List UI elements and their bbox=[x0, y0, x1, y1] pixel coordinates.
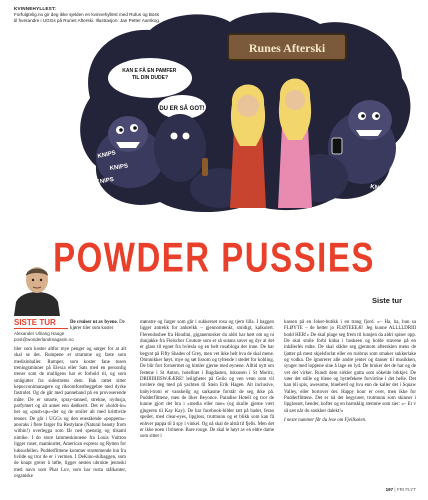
author-email: post@wonderlandmagasin.no bbox=[14, 336, 74, 342]
runes-afterski-sign bbox=[228, 34, 346, 60]
page-footer: 197 | FRI FLYT bbox=[385, 487, 416, 492]
svg-text:KNIPS: KNIPS bbox=[97, 150, 117, 160]
article-column-1: tiler som koster altfor mye penger og sørger for at alt skal se det. Rumpene er stramme og faste som medisinballer. Rumper, som koster fane tusen treningsminner på Elexia eller Sats med en personlig trener som de mulligens har et forhold til, og som smågutter fra sidestrøms dem. Bak rattet sitter kepucconimanagere og riksomforstbeggebre med dyrke fastrolet. Og de går med panneband på en provoserende måte. De er smarte, spray-tanned, strekne, nydusja, parfymert og alt annet enn dødkerrt. Det er »holdt-in« her og »push-up«-der og de smiler alt med kritthvite tenner. De går i UGGs og den enestående »poppem«-anoraks i flere farger fra Restylane (Natural beauty from within!) overlegga som får ned spenstig og tilsaml nimike. I do store lammeskinnene fra Louis Vuitton ligger ruser, mamkurtet, American express og Rytten for luksusfellen. Pudderflittene kommer strømmende inn fra hvilde og tror de er i vermen. I DeKino-skibaggen, som de knapt greier å løfte, ligger nesten ubrukte jentoski med navn som Phat Luv, som har rusta stålkanter, organiske bbox=[14, 347, 126, 479]
column-label: SISTE TUR bbox=[14, 318, 56, 327]
lead-rest: De kjører tiler som koster bbox=[70, 320, 125, 332]
caption-kicker: KVINNEHYLLEST: bbox=[14, 6, 57, 11]
lead-bold: De cruiser ut av byene. bbox=[70, 320, 118, 325]
author-photo bbox=[14, 258, 60, 316]
apres-ski-illustration bbox=[70, 8, 418, 218]
author-byline bbox=[14, 331, 74, 342]
magazine-name: FRI FLYT bbox=[396, 487, 416, 492]
blonde-woman-right bbox=[278, 79, 312, 209]
article-signoff: I neste nummer får du lese om Fjellkoken. bbox=[284, 418, 367, 424]
speech-bubble-left bbox=[108, 58, 192, 98]
phone-icon bbox=[332, 138, 342, 154]
svg-text:KAN E FÅ EN PAMFER TIL: KAN E FÅ EN PAMFER TIL DIN DUDE? bbox=[122, 68, 177, 81]
column-3-text: kassen på en Joker-butikk i en trang fjord. «– Ha, ha, hun sa FLØYTE – de hetter jo FLØTEEEÆ! Jeg kunne ALLLLDRIII bodd HER!» De skal plage seg frem til lunsjen da aldri spiser opp. De skal smile forbi kidsa i hoskeen og holde stavene på en inhålerlés måte. De skal slådre seg gjennom afterskien mens de ljatter på mest skjelsforlat eller en rusbrus som smaker sukkerlake og vodka. De ignorerer alle andre jenter og danser til musikken, synger med loppene sine å lage en lyd. De bruker det de har og de vet det virker. Rundt dem sirkler gutta som sökelde bikkjer. De vøer det stille og blene og hyttefekere forvirrine i det helle. Det kan bli spis, awesome, blueberd og hva enn de kaller det i Squaw Valley, eller bortover der. Happy hour er over, men ikke for Pudderflittene. Det er nå det begynner, trutmunn som skinner i lipglosset, hender, hofter og en barnsklig stemme som sier: «– Er v så sæt når du snukker dalekt!» bbox=[284, 320, 416, 414]
article-lead bbox=[70, 320, 126, 333]
svg-text:KNIPS: KNIPS bbox=[109, 163, 129, 172]
svg-text:KNIPS: KNIPS bbox=[369, 184, 389, 194]
article-column-2: mønstre og farger som går i sukkersøt rosa og tjern lilla. I baggen ligger antrekk for anhreikk – gjennomtenkt, smidigt, kalkulert. Flerendushee fra Houdini, giganemosker du aldri har hørt om og ni dunjakke fra Fleischer Couture som er så sutans saver og dyr at det er glass til egoet fra hvlesla og en helt rosabloga der inne. De har begynt på Fifty Shades of Grey, men vet ikke helt hva de skal mene. Omnnikker høyt, mye og søt lissom og tyltende i stedet for kohling. De blir fort fornærmet og himler gjerne med øynene. Alltid nytt om festene i St Anton, hotellnet i Bagdasten, luksusen i St Moritz, DRIIIIIIIISWÆÆRE! leiligheter på Geilo og ven venn som vil invitere deg med på yachten til Stein Erik Hagen. Alt inclusive, babyl-troni er vanskelig og sarkasme forstår de seg ikke på. Pudderflittene, men de liker Beyonce. Paradise Hotell og tror de kunne gjort det bra i »media eller noe« (og skulle gjerne vært gjngeren til Kay Kay). De har facebook-bilder tatt på badet, feran speilet, med clear-eyes, lipgloss, trutmunn og et blikk som kan få enhver pappa til å spy i vinkel. Og nå skal de altså til fjells. Men det er ikke noen i brinene. Bare rouge. De skal le høyt av en eldre dame som sitter i bbox=[140, 320, 274, 440]
svg-text:KNIPS: KNIPS bbox=[95, 176, 115, 186]
section-divider bbox=[14, 328, 68, 329]
author-name: Alexander Ulriang Hauge bbox=[14, 331, 65, 336]
page-number: 197 bbox=[385, 487, 394, 492]
section-label: Siste tur bbox=[371, 296, 402, 305]
caption-text: Forfulgtelig.no gir deg ikke sjelden en kvinnehyllest med Rufus og Boss til hverandre i UGGs på Runes Afterski. Illustrasjon: Jan Petter Aarskog. bbox=[14, 12, 161, 23]
sign-text: Runes Afterski bbox=[248, 41, 326, 55]
bottle-icon bbox=[202, 158, 208, 176]
blonde-woman-left bbox=[230, 85, 266, 209]
article-headline: POWDER PUSSIES bbox=[53, 234, 375, 281]
article-column-3 bbox=[284, 320, 416, 425]
svg-text:DU ER SÅ GOT!: DU ER SÅ GOT! bbox=[159, 106, 205, 112]
